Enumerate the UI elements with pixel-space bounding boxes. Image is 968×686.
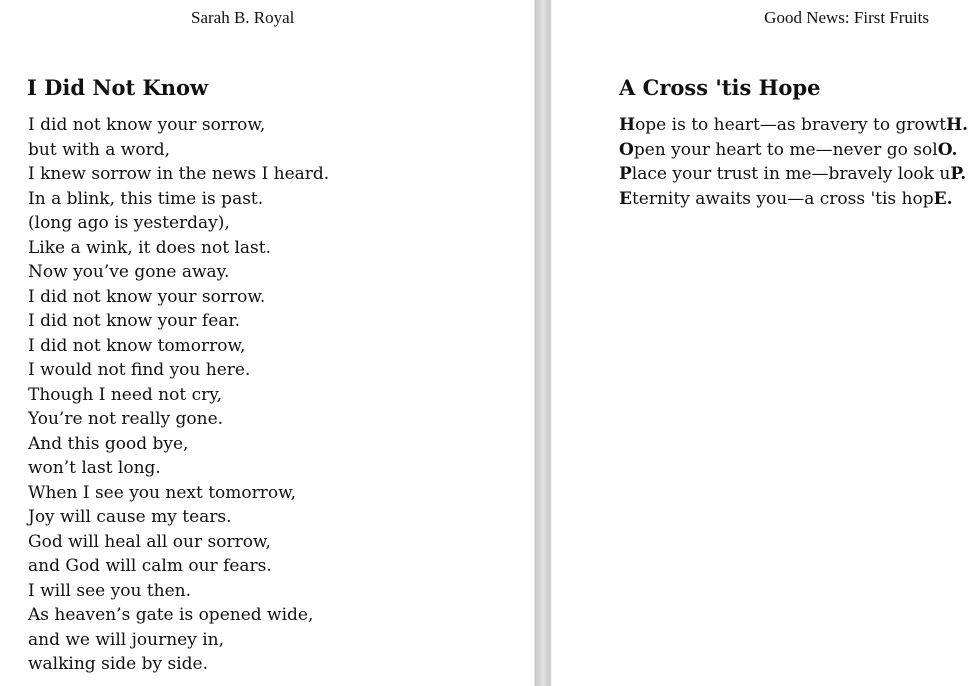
acrostic-initial: O: [619, 139, 634, 160]
acrostic-text: ternity awaits you—a cross 'tis hop: [631, 188, 934, 209]
book-running-head: Good News: First Fruits: [764, 8, 929, 27]
right-page: [552, 0, 968, 686]
acrostic-text: ope is to heart—as bravery to growt: [635, 115, 947, 135]
poem-line: Now you’ve gone away.: [28, 262, 230, 282]
poem-line: Though I need not cry,: [28, 384, 222, 405]
poem-line: As heaven’s gate is opened wide,: [28, 605, 314, 625]
book-gutter: [534, 0, 552, 686]
acrostic-text: lace your trust in me—bravely look u: [631, 164, 951, 184]
poem-line: When I see you next tomorrow,: [28, 482, 297, 503]
author-running-head: Sarah B. Royal: [191, 8, 295, 27]
acrostic-line: [619, 113, 968, 138]
poem-line: won’t last long.: [28, 458, 161, 478]
poem-line: and we will journey in,: [28, 629, 225, 650]
poem-line: (long ago is yesterday),: [28, 213, 230, 233]
acrostic-final: O.: [937, 139, 958, 160]
acrostic-text: pen your heart to me—never go sol: [633, 139, 938, 160]
acrostic-final: E.: [933, 188, 953, 209]
poem-body: [28, 113, 329, 677]
poem-title: I Did Not Know: [27, 75, 209, 100]
poem-line: Like a wink, it does not last.: [28, 237, 272, 258]
poem-line: And this good bye,: [28, 433, 189, 454]
acrostic-line: [619, 187, 968, 212]
poem-line: I knew sorrow in the news I heard.: [28, 164, 330, 184]
acrostic-line: [619, 162, 968, 187]
acrostic-final: P.: [950, 164, 967, 184]
poem-line: In a blink, this time is past.: [28, 188, 264, 209]
acrostic-final: H.: [946, 115, 968, 135]
poem-line: I did not know tomorrow,: [28, 335, 246, 356]
poem-line: I will see you then.: [28, 580, 192, 601]
acrostic-line: [619, 138, 968, 163]
acrostic-initial: H: [619, 115, 636, 135]
poem-line: I did not know your sorrow,: [28, 115, 266, 135]
poem-line: I did not know your sorrow.: [28, 286, 266, 307]
poem-line: You’re not really gone.: [28, 409, 224, 429]
poem-line: and God will calm our fears.: [28, 556, 272, 576]
poem-line: God will heal all our sorrow,: [28, 531, 271, 552]
acrostic-initial: P: [619, 164, 632, 184]
acrostic-title: A Cross 'tis Hope: [619, 75, 821, 100]
poem-line: I did not know your fear.: [28, 311, 241, 331]
poem-line: walking side by side.: [28, 654, 209, 674]
poem-line: Joy will cause my tears.: [28, 507, 232, 527]
acrostic-initial: E: [619, 188, 632, 209]
acrostic-body: [619, 113, 968, 211]
poem-line: but with a word,: [28, 139, 170, 160]
poem-line: I would not find you here.: [28, 360, 251, 380]
